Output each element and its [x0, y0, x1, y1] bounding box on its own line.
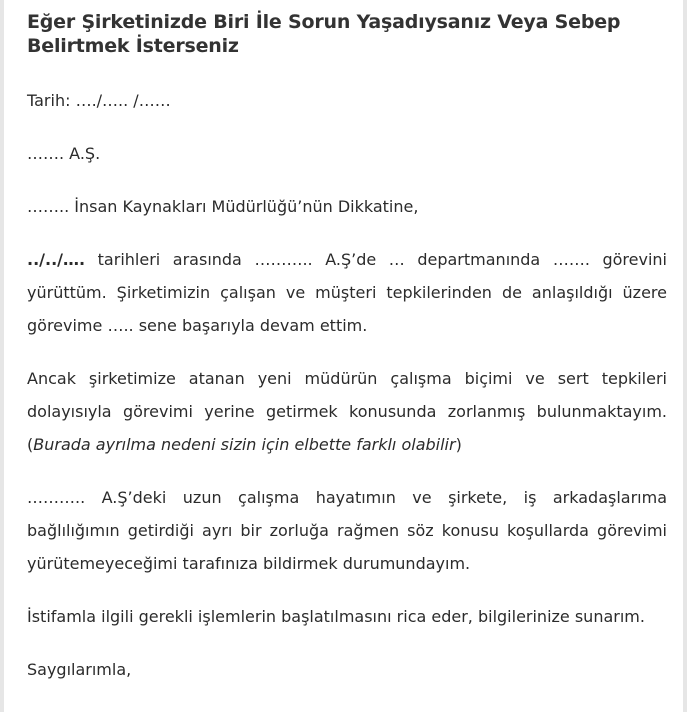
- paragraph-commitment: ……….. A.Ş’deki uzun çalışma hayatımın ve şirkete, iş arkadaşlarıma bağlılığımın getirdiği ayrı bir zorluğa rağmen söz konusu koşullarda görevimi yürütemeyeceğimi tarafınıza bildirmek durumundayım.: [27, 488, 667, 573]
- hr-attention-line: …….. İnsan Kaynakları Müdürlüğü’nün Dikkatine,: [27, 197, 419, 216]
- paragraph-reason-text: Ancak şirketimize atanan yeni müdürün çalışma biçimi ve sert tepkileri dolayısıyla görevimi yerine getirmek konusunda zorlanmış bulunmaktayım. (: [27, 369, 667, 454]
- paragraph-request: İstifamla ilgili gerekli işlemlerin başlatılmasını rica eder, bilgilerinize sunarım.: [27, 607, 645, 626]
- letter-template: [27, 10, 667, 686]
- date-line: Tarih: …./….. /……: [27, 91, 171, 110]
- company-line: ……. A.Ş.: [27, 144, 101, 163]
- bold-dates: ../../….: [27, 250, 86, 269]
- section-heading: Eğer Şirketinizde Biri İle Sorun Yaşadıysanız Veya Sebep Belirtmek İsterseniz: [27, 11, 621, 57]
- closing-line: Saygılarımla,: [27, 660, 132, 679]
- paragraph-reason: [27, 362, 667, 461]
- close-paren: ): [455, 435, 462, 454]
- italic-note: Burada ayrılma nedeni sizin için elbette farklı olabilir: [33, 435, 456, 454]
- paragraph-employment-text: tarihleri arasında ……….. A.Ş’de … departmanında ……. görevini yürüttüm. Şirketimizin çalışan ve müşteri tepkilerinden de anlaşıldığı üzere görevime ….. sene başarıyla devam ettim.: [27, 250, 667, 335]
- paragraph-employment-period: [27, 243, 667, 342]
